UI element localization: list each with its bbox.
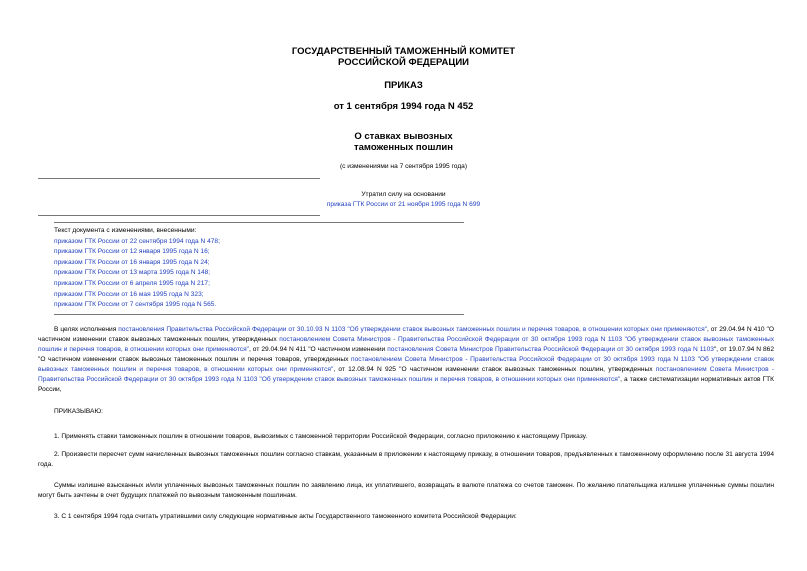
- preamble-text: , от 29.04.94 N 411 "О частичном изменении: [249, 346, 388, 353]
- doc-type: ПРИКАЗ: [384, 80, 423, 91]
- preamble-link[interactable]: постановлением Совета Министров - Правительства Российской Федерации от 30 октября 1993 года N 1103 "Об утверждении ставок вывозных таможенных пошлин и перечня товаров, в отношении которых они применяются": [38, 336, 775, 353]
- preamble-link[interactable]: постановлением Совета Министров - Правительства Российской Федерации от 30 октября 1993 года N 1103 "Об утверждении ставок вывозных таможенных пошлин и перечня товаров, в отношении которых они применяются": [38, 356, 774, 373]
- amendment-link[interactable]: приказом ГТК России от 22 сентября 1994 года N 478;: [54, 237, 220, 245]
- divider: [54, 314, 464, 315]
- doc-subject-line1: О ставках вывозных: [354, 131, 453, 142]
- org-name-line1: ГОСУДАРСТВЕННЫЙ ТАМОЖЕННЫЙ КОМИТЕТ: [291, 46, 516, 57]
- amendment-link[interactable]: приказом ГТК России от 13 марта 1995 года N 148;: [54, 269, 211, 277]
- divider: [38, 215, 320, 216]
- amendment-link[interactable]: приказом ГТК России от 6 апреля 1995 года N 217;: [54, 279, 210, 287]
- amendment-link[interactable]: приказом ГТК России от 16 января 1995 года N 24;: [54, 258, 210, 266]
- amendment-link[interactable]: приказом ГТК России от 16 мая 1995 года N 323;: [54, 290, 204, 298]
- preamble-text: , от 29.04.94 N 410 "О частичном изменении ставок вывозных таможенных пошлин, утвержденных: [38, 326, 774, 343]
- doc-date: от 1 сентября 1994 года N 452: [333, 101, 474, 112]
- status-text: Утратил силу на основании: [361, 191, 446, 198]
- preamble-paragraph: [38, 325, 774, 395]
- org-name-line2: РОССИЙСКОЙ ФЕДЕРАЦИИ: [337, 57, 469, 68]
- status-link[interactable]: приказа ГТК России от 21 ноября 1995 года N 699: [326, 201, 481, 208]
- amendments-list: [54, 226, 220, 311]
- point-2-refund: Суммы излишне взысканных и/или уплаченных вывозных таможенных пошлин по заявлению лица, их уплатившего, возвращать в валюте платежа со счетов таможен. По желанию плательщика излишне уплаченные суммы пошлин могут быть зачтены в счет будущих платежей по вывозным таможенным пошлинам.: [38, 482, 774, 499]
- doc-subject-line2: таможенных пошлин: [354, 142, 453, 153]
- amendments-intro: Текст документа с изменениями, внесенными:: [54, 227, 197, 234]
- amendment-link[interactable]: приказом ГТК России от 7 сентября 1995 года N 565.: [54, 301, 217, 309]
- preamble-text: , а также систематизации нормативных актов ГТК России,: [38, 376, 774, 393]
- divider: [38, 178, 320, 179]
- preamble-link[interactable]: постановления Правительства Российской Федерации от 30.10.93 N 1103 "Об утверждении ставок вывозных таможенных пошлин и перечня товаров, в отношении которых они применяются": [118, 326, 707, 333]
- amendment-note: (с изменениями на 7 сентября 1995 года): [339, 163, 468, 170]
- divider: [54, 222, 464, 223]
- amendment-link[interactable]: приказом ГТК России от 12 января 1995 года N 16;: [54, 248, 210, 256]
- point-2: 2. Произвести пересчет сумм начисленных вывозных таможенных пошлин согласно ставкам, указанным в приложении к настоящему приказу, в отношении товаров, предъявленных к таможенному оформлению после 31 августа 1994 года.: [38, 451, 774, 468]
- point-3: 3. С 1 сентября 1994 года считать утратившими силу следующие нормативные акты Государственного таможенного комитета Российской Федерации:: [54, 513, 517, 520]
- preamble-text: , от 12.08.94 N 925 "О частичном изменении ставок вывозных таможенных пошлин, утвержденных: [333, 366, 656, 373]
- preamble-link[interactable]: постановлением Совета Министров - Правительства Российской Федерации от 30 октября 1993 года N 1103 "Об утверждении ставок вывозных таможенных пошлин и перечня товаров, в отношении которых они применяются": [38, 366, 774, 383]
- preamble-text: ", от 19.07.94 N 862 "О частичном изменении ставок вывозных таможенных пошлин и перечня товаров, утвержденных: [38, 346, 774, 363]
- preamble-text: В целях исполнения: [54, 326, 119, 333]
- preamble-link[interactable]: постановления Совета Министров Правительства Российской Федерации от 30 октября 1993 года N 1103: [387, 346, 714, 353]
- point-1: 1. Применять ставки таможенных пошлин в отношении товаров, вывозимых с таможенной территории Российской Федерации, согласно приложению к настоящему Приказу.: [54, 433, 588, 440]
- order-word: ПРИКАЗЫВАЮ:: [54, 408, 103, 415]
